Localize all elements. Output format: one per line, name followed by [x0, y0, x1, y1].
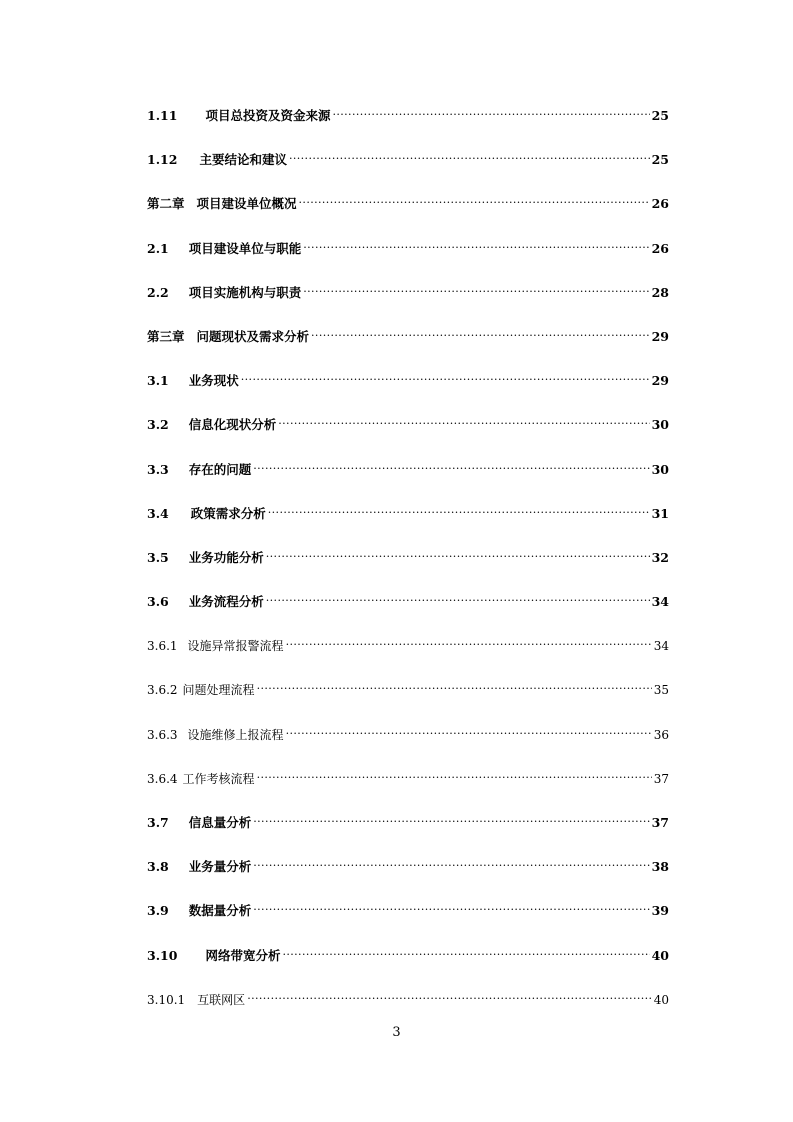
- toc-entry-number: 3.6.1: [147, 639, 178, 654]
- toc-entry-title: 项目建设单位与职能: [188, 240, 302, 256]
- toc-dot-leader: [286, 636, 652, 650]
- toc-entry-title: 项目建设单位概况: [196, 196, 297, 212]
- toc-entry[interactable]: [147, 103, 669, 147]
- toc-entry-title: 信息量分析: [188, 815, 252, 830]
- toc-entry-number: 3.6.4: [147, 771, 178, 786]
- toc-entry[interactable]: [147, 280, 669, 324]
- toc-entry-page: 35: [653, 683, 669, 698]
- toc-dot-leader: [289, 150, 650, 164]
- toc-entry-page: 40: [653, 992, 669, 1007]
- toc-dot-leader: [253, 460, 649, 474]
- toc-dot-leader: [253, 901, 649, 915]
- toc-entry-page: 32: [651, 549, 669, 565]
- toc-dot-leader: [257, 680, 652, 694]
- toc-entry-number: 3.6.3: [147, 727, 178, 742]
- toc-entry-number: 3.6: [147, 594, 169, 610]
- toc-entry[interactable]: [147, 236, 669, 280]
- toc-entry-page: 37: [651, 815, 669, 830]
- toc-entry-page: 38: [651, 859, 669, 875]
- toc-entry-title: 业务流程分析: [188, 594, 264, 610]
- toc-entry-number: 2.2: [147, 284, 169, 300]
- toc-dot-leader: [266, 548, 650, 562]
- toc-entry-page: 29: [651, 373, 669, 389]
- toc-entry-title: 项目总投资及资金来源: [205, 108, 331, 123]
- toc-entry-page: 30: [651, 417, 669, 433]
- toc-entry[interactable]: [147, 943, 669, 987]
- toc-dot-leader: [268, 504, 650, 518]
- toc-entry-title: 项目实施机构与职责: [188, 284, 302, 300]
- toc-entry-title: 设施维修上报流程: [187, 727, 284, 742]
- toc-dot-leader: [286, 725, 652, 739]
- toc-entry-title: 数据量分析: [188, 903, 252, 919]
- toc-entry-number: 3.7: [147, 815, 169, 830]
- toc-entry-title: 主要结论和建议: [199, 152, 287, 168]
- toc-entry[interactable]: [147, 501, 669, 545]
- toc-entry-page: 37: [653, 771, 669, 786]
- toc-dot-leader: [303, 283, 649, 297]
- toc-entry-title: 业务量分析: [188, 859, 252, 875]
- toc-entry-title: 工作考核流程: [182, 771, 255, 786]
- page-number: 3: [392, 1025, 401, 1040]
- toc-entry[interactable]: [147, 324, 669, 368]
- toc-entry[interactable]: [147, 368, 669, 412]
- toc-entry-title: 政策需求分析: [190, 505, 266, 521]
- toc-entry[interactable]: [147, 147, 669, 191]
- toc-entry-title: 问题处理流程: [182, 683, 255, 698]
- toc-entry-page: 25: [651, 108, 669, 123]
- toc-entry-title: 互联网区: [197, 992, 246, 1007]
- toc-entry-number: 3.4: [147, 505, 169, 521]
- table-of-contents: [147, 103, 669, 1031]
- toc-dot-leader: [247, 990, 652, 1004]
- toc-entry[interactable]: [147, 412, 669, 456]
- toc-entry-page: 26: [651, 240, 669, 256]
- toc-entry-page: 39: [651, 903, 669, 919]
- toc-entry[interactable]: [147, 589, 669, 633]
- toc-dot-leader: [311, 327, 650, 341]
- toc-entry-number: 3.9: [147, 903, 169, 919]
- toc-dot-leader: [253, 813, 649, 827]
- toc-dot-leader: [282, 946, 649, 960]
- toc-entry-page: 26: [651, 196, 669, 212]
- toc-entry[interactable]: [147, 457, 669, 501]
- toc-entry-number: 3.6.2: [147, 683, 178, 698]
- toc-entry[interactable]: [147, 810, 669, 854]
- toc-dot-leader: [299, 194, 650, 208]
- toc-entry[interactable]: [147, 545, 669, 589]
- toc-entry-number: 3.10: [147, 947, 178, 963]
- toc-entry-number: 3.3: [147, 461, 169, 477]
- toc-entry-number: 1.12: [147, 152, 178, 168]
- toc-entry-page: 25: [651, 152, 669, 168]
- toc-entry-title: 业务现状: [188, 373, 239, 389]
- toc-entry-number: 第三章: [147, 328, 185, 344]
- toc-entry[interactable]: [147, 898, 669, 942]
- toc-entry-title: 设施异常报警流程: [187, 639, 284, 654]
- toc-entry-page: 34: [653, 639, 669, 654]
- toc-entry-number: 1.11: [147, 108, 178, 123]
- toc-dot-leader: [332, 106, 649, 120]
- toc-entry-number: 3.2: [147, 417, 169, 433]
- toc-dot-leader: [303, 239, 649, 253]
- toc-entry-title: 信息化现状分析: [188, 417, 277, 433]
- toc-entry-page: 34: [651, 594, 669, 610]
- toc-entry-number: 3.10.1: [147, 992, 186, 1007]
- toc-entry-number: 3.5: [147, 549, 169, 565]
- toc-entry[interactable]: [147, 677, 669, 721]
- toc-dot-leader: [278, 415, 649, 429]
- toc-entry-title: 业务功能分析: [188, 549, 264, 565]
- toc-entry-title: 网络带宽分析: [205, 947, 281, 963]
- toc-entry-page: 29: [651, 328, 669, 344]
- toc-entry-title: 问题现状及需求分析: [196, 328, 310, 344]
- toc-entry-page: 30: [651, 461, 669, 477]
- toc-dot-leader: [266, 592, 650, 606]
- toc-entry-number: 第二章: [147, 196, 185, 212]
- toc-dot-leader: [257, 769, 652, 783]
- toc-entry[interactable]: [147, 854, 669, 898]
- toc-entry-page: 36: [653, 727, 669, 742]
- toc-entry[interactable]: [147, 191, 669, 235]
- toc-entry-page: 28: [651, 284, 669, 300]
- toc-entry-page: 40: [651, 947, 669, 963]
- toc-entry-page: 31: [651, 505, 669, 521]
- toc-entry-number: 3.1: [147, 373, 169, 389]
- toc-entry[interactable]: [147, 722, 669, 766]
- toc-entry[interactable]: [147, 766, 669, 810]
- toc-entry-title: 存在的问题: [188, 461, 252, 477]
- toc-dot-leader: [253, 857, 649, 871]
- toc-dot-leader: [241, 371, 650, 385]
- toc-entry[interactable]: [147, 633, 669, 677]
- toc-entry-number: 2.1: [147, 240, 169, 256]
- toc-entry-number: 3.8: [147, 859, 169, 875]
